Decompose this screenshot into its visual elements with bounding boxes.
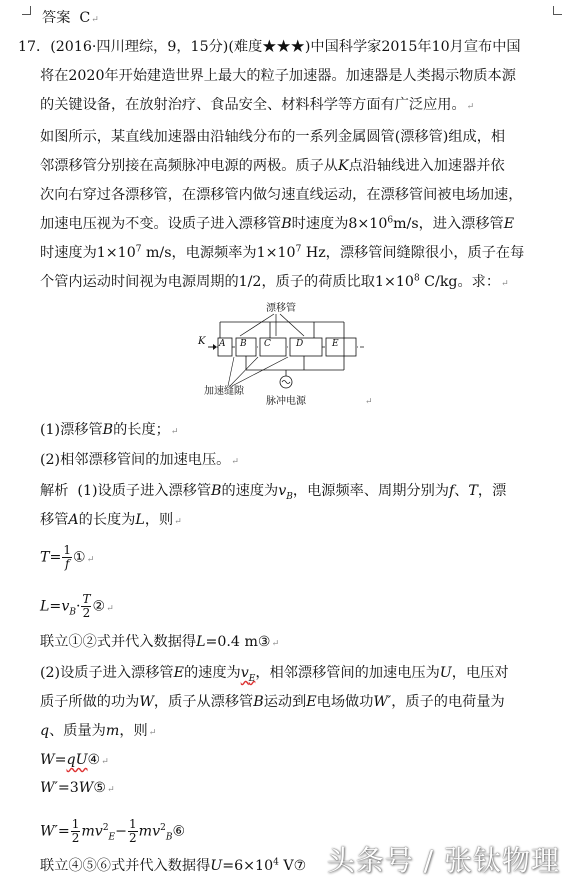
label-drift-tube: 漂移管: [266, 303, 296, 314]
problem-para2-line-2: 邻漂移管分别接在高频脉冲电源的两极。质子从K点沿轴线进入加速器并依: [40, 158, 505, 174]
solution-part2-line-2: 质子所做的功为W，质子从漂移管B运动到E电场做功W′，质子的电荷量为: [40, 694, 505, 710]
final-result: 联立④⑤⑥式并代入数据得$U=6\times 10^4$ V⑦: [40, 857, 307, 874]
leader-line: [230, 357, 258, 386]
crop-mark-top-left: [22, 6, 31, 15]
problem-para2-line-3: 次向右穿过各漂移管，在漂移管内做匀速直线运动，在漂移管间被电场加速，: [40, 187, 523, 203]
question-1: (1)漂移管B的长度；↵: [40, 422, 179, 438]
label-tube-c: C: [264, 339, 271, 349]
equation-2: $L=v_B\cdot$ $\frac{T}{2}$ ②↵: [40, 592, 114, 620]
answer-line: 答案 C↵: [42, 10, 99, 26]
fraction: $\frac{1}{2}$: [129, 817, 137, 845]
equation-4: W=qU④↵: [40, 752, 109, 768]
watermark: 头条号 / 张钛物理: [326, 844, 560, 877]
problem-para2-line-1: 如图所示，某直线加速器由沿轴线分布的一系列金属圆管(漂移管)组成，相: [40, 129, 506, 145]
label-tube-d: D: [296, 339, 304, 349]
question-2: (2)相邻漂移管间的加速电压。↵: [40, 452, 239, 468]
leader-line: [228, 357, 234, 386]
crop-mark-top-right: [553, 6, 562, 15]
leader-line: [240, 314, 274, 336]
fraction: $\frac{1}{f}$: [63, 543, 71, 571]
solution-title: 解析: [40, 483, 69, 499]
equation-6: W′= $\frac{1}{2}$ $mv^2_E-$ $\frac{1}{2}$ $mv^2_B⑥$: [40, 817, 186, 845]
label-tube-a: A: [219, 339, 226, 349]
problem-line-2: 将在2020年开始建造世界上最大的粒子加速器。加速器是人类揭示物质本源: [40, 68, 516, 84]
accelerator-diagram: [196, 300, 371, 412]
leader-line: [232, 357, 288, 386]
label-power: 脉冲电源: [266, 396, 306, 407]
problem-para2-line-5: 时速度为$1\times 10^7$ m/s，电源频率为$1\times 10^7$ Hz，漂移管间缝隙很小，质子在每: [40, 244, 525, 261]
solution-line-1: 解析 (1)设质子进入漂移管B的速度为$v_B$，电源频率、周期分别为f、T，漂: [40, 483, 507, 502]
problem-line-3: 的关键设备，在放射治疗、食品安全、材料科学等方面有广泛应用。↵: [40, 97, 475, 113]
solution-part2-line-3: q、质量为m，则↵: [40, 723, 157, 739]
label-gap: 加速缝隙: [204, 386, 244, 397]
solution-part2-line-1: (2)设质子进入漂移管E的速度为$v_E$，相邻漂移管间的加速电压为U，电压对: [40, 665, 509, 684]
leader-line: [280, 314, 304, 336]
equation-5: W′=3W⑤↵: [40, 780, 115, 796]
label-tube-b: B: [240, 339, 247, 349]
document-page: 答案 C↵ 17．(2016·四川理综，9，15分)(难度★★★)中国科学家2015年10月宣布中国 将在2020年开始建造世界上最大的粒子加速器。加速器是人类揭示物质本源 的关键设备，在放射治疗、食品安全、材料科学等方面有广泛应用。↵ 如图所示，某直线加速器由沿轴线分布的一系列金属圆管(漂移管)组成，相 邻漂移管分别接在高频脉冲电源的两极。质子从K点沿轴线进入加速器并依 次向右穿过各漂移管，在漂移管内做匀速直线运动，在漂移管间被电场加速， 加速电压视为不变。设质子进入漂移管B时速度为$8\times 10^6m/s$，进入漂移管E 时速度为$1\times 10^7$ m/s，电源频率为$1\times 10^7$ Hz，漂移管间缝隙很小，质子在每 个管内运动时间视为电源周期的1/2，质子的荷质比取$1\times 10^8$ C/kg。求：↵ 漂移管 K A B C D E 加速缝隙 脉冲电源 ↵ (1)漂移管B的长度；↵ (2)相邻漂移管间的加速电压。↵ 解析 (1)设质子进入漂移管B的速度为$v_B$，电源频率、周期分别为f、T，漂 移管A的长度为L，则↵ T= $\frac{1}{f}$ ①↵ $L=v_B\cdot$ $\frac{T}{2}$ ②↵ 联立①②式并代入数据得L=0.4 m③↵ (2)设质子进入漂移管E的速度为$v_E$，相邻漂移管间的加速电压为U，电压对 质子所做的功为W，质子从漂移管B运动到E电场做功W′，质子的电荷量为 q、质量为m，则↵ W=qU④↵ W′=3W⑤↵ W′= $\frac{1}{2}$ $mv^2_E-$ $\frac{1}{2}$ $mv^2_B⑥$ 联立④⑤⑥式并代入数据得$U=6\times 10^4$ V⑦ 头条号 / 张钛物理: [0, 0, 576, 895]
drift-tube-e: [326, 338, 356, 356]
equation-1: T= $\frac{1}{f}$ ①↵: [40, 543, 95, 571]
problem-para2-line-4: 加速电压视为不变。设质子进入漂移管B时速度为$8\times 10^6m/s$，进入漂移管E: [40, 215, 515, 232]
fraction: $\frac{1}{2}$: [71, 817, 80, 845]
solution-line-2: 移管A的长度为L，则↵: [40, 512, 182, 528]
problem-line-1: 17．(2016·四川理综，9，15分)(难度★★★)中国科学家2015年10月宣布中国: [18, 39, 521, 55]
problem-para2-line-6: 个管内运动时间视为电源周期的1/2，质子的荷质比取$1\times 10^8$ C/kg。求：↵: [40, 273, 509, 290]
drift-tube-d: [290, 338, 322, 356]
difficulty-stars: ★★★: [262, 39, 305, 55]
proton-arrow-head: [213, 344, 217, 350]
label-tube-e: E: [332, 339, 339, 349]
label-k: K: [198, 336, 206, 347]
result-1: 联立①②式并代入数据得L=0.4 m③↵: [40, 634, 280, 650]
fraction: $\frac{T}{2}$: [82, 592, 91, 620]
